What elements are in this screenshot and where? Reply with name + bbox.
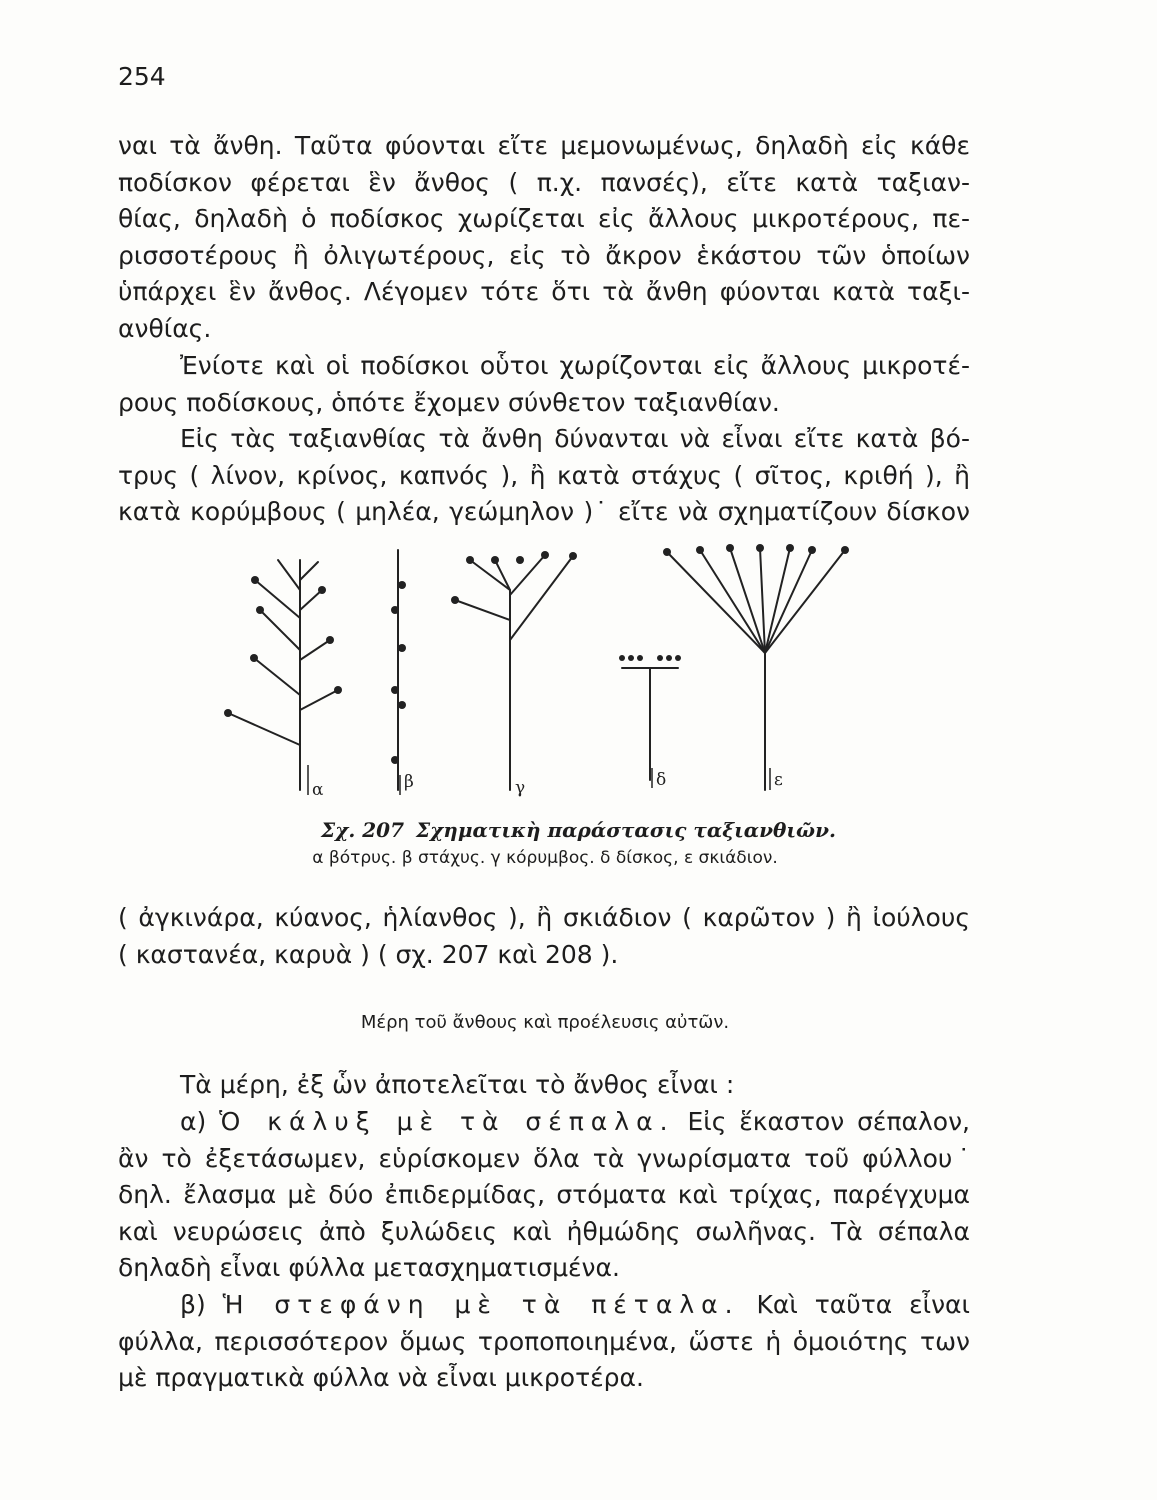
text-line: καὶ νευρώσεις ἀπὸ ξυλώδεις καὶ ἠθμώδης σωλῆνας. Τὰ σέπαλα	[118, 1216, 970, 1246]
line-rest: Εἰς ἕκαστον σέπαλον,	[687, 1107, 970, 1136]
figure-caption-legend: α βότρυς. β στάχυς. γ κόρυμβος. δ δίσκος, ε σκιάδιον.	[312, 848, 778, 868]
text-line: ρισσοτέρους ἢ ὀλιγωτέρους, εἰς τὸ ἄκρον ἑκάστου τῶν ὁποίων	[118, 240, 970, 270]
text-line: ( ἀγκινάρα, κύανος, ἡλίανθος ), ἢ σκιάδιον ( καρῶτον ) ἢ ἰούλους	[118, 903, 970, 932]
figure-label-delta: δ	[656, 770, 667, 790]
figure-caption-title	[0, 818, 1157, 842]
paragraph-6	[118, 1104, 970, 1287]
line-rest: Καὶ ταῦτα εἶναι	[756, 1290, 970, 1319]
item-marker: β)	[180, 1290, 206, 1319]
paragraph-4	[118, 900, 970, 973]
text-line: ( καστανέα, καρυὰ ) ( σχ. 207 καὶ 208 ).	[118, 939, 619, 969]
text-line: μὲ πραγματικὰ φύλλα νὰ εἶναι μικροτέρα.	[118, 1363, 644, 1393]
corymb-diagram	[455, 555, 573, 790]
figure-label-gamma: γ	[515, 778, 526, 798]
text-line: Εἰς τὰς ταξιανθίας τὰ ἄνθη δύνανται νὰ εἶναι εἴτε κατὰ βό-	[180, 424, 970, 453]
text-line: δηλαδὴ εἶναι φύλλα μετασχηματισμένα.	[118, 1253, 620, 1283]
spaced-term: Ἡ στεφάνη μὲ τὰ πέταλα.	[222, 1290, 740, 1319]
spaced-term: Ὁ κάλυξ μὲ τὰ σέπαλα.	[219, 1107, 675, 1136]
page-number: 254	[118, 62, 166, 91]
figure-label-beta: β	[404, 772, 414, 792]
text-line: ανθίας.	[118, 313, 212, 343]
text-line: ποδίσκον φέρεται ἓν ἄνθος ( π.χ. πανσές), εἴτε κατὰ ταξιαν-	[118, 167, 970, 197]
paragraph-2	[118, 348, 970, 421]
text-line: δηλ. ἔλασμα μὲ δύο ἐπιδερμίδας, στόματα καὶ τρίχας, παρέγχυμα	[118, 1180, 970, 1210]
text-line: Τὰ μέρη, ἐξ ὧν ἀποτελεῖται τὸ ἄνθος εἶναι :	[180, 1070, 735, 1099]
text-line: ἂν τὸ ἐξετάσωμεν, εὑρίσκομεν ὅλα τὰ γνωρίσματα τοῦ φύλλου˙	[118, 1143, 970, 1173]
paragraph-7	[118, 1287, 970, 1397]
umbel-diagram	[667, 548, 845, 790]
text-line	[118, 1287, 970, 1324]
item-marker: α)	[180, 1107, 207, 1136]
caption-prefix: Σχ. 207	[321, 818, 405, 842]
figure-label-epsilon: ε	[774, 770, 783, 790]
text-line: κατὰ κορύμβους ( μηλέα, γεώμηλον )˙ εἴτε νὰ σχηματίζουν δίσκον	[118, 497, 970, 527]
text-line: Ἐνίοτε καὶ οἱ ποδίσκοι οὗτοι χωρίζονται εἰς ἄλλους μικροτέ-	[180, 351, 970, 380]
caption-title-text: Σχηματικὴ παράστασις ταξιανθιῶν.	[416, 818, 836, 842]
text-line: ὑπάρχει ἓν ἄνθος. Λέγομεν τότε ὅτι τὰ ἄνθη φύονται κατὰ ταξι-	[118, 277, 970, 307]
paragraph-3	[118, 421, 970, 531]
text-line: φύλλα, περισσότερον ὅμως τροποποιημένα, ὥστε ἡ ὁμοιότης των	[118, 1326, 970, 1356]
text-line: ναι τὰ ἄνθη. Ταῦτα φύονται εἴτε μεμονωμένως, δηλαδὴ εἰς κάθε	[118, 131, 970, 160]
figure-label-alpha: α	[312, 780, 324, 800]
capitulum-diagram	[622, 668, 678, 780]
text-line: θίας, δηλαδὴ ὁ ποδίσκος χωρίζεται εἰς ἄλλους μικροτέρους, πε-	[118, 204, 970, 234]
inflorescence-figure	[0, 540, 1157, 800]
raceme-diagram	[228, 560, 338, 790]
paragraph-1	[118, 128, 970, 348]
text-line: τρυς ( λίνον, κρίνος, καπνός ), ἢ κατὰ στάχυς ( σῖτος, κριθή ), ἢ	[118, 460, 970, 490]
paragraph-5	[118, 1067, 970, 1104]
section-heading: Μέρη τοῦ ἄνθους καὶ προέλευσις αὐτῶν.	[360, 1012, 730, 1033]
text-line	[118, 1104, 970, 1141]
text-line: ρους ποδίσκους, ὁπότε ἔχομεν σύνθετον ταξιανθίαν.	[118, 387, 780, 417]
